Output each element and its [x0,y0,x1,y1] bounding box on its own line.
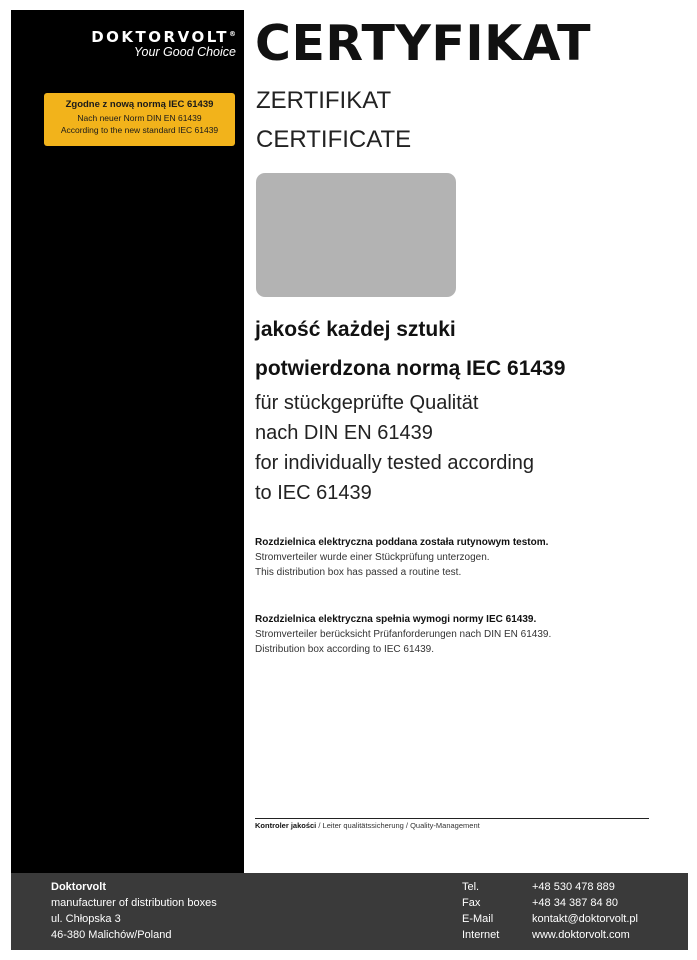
headline-line-1: jakość każdej sztuki [255,318,456,341]
website-url: www.doktorvolt.com [532,929,630,941]
company-name: Doktorvolt [51,881,106,893]
quality-line-2: nach DIN EN 61439 [255,422,433,444]
brand-tagline: Your Good Choice [133,45,236,59]
statement-en: This distribution box has passed a routine test. [255,567,462,578]
contact-row [462,911,638,927]
norm-compliance-statement [255,612,551,657]
signature-label-pl: Kontroler jakości [255,821,317,830]
quality-line-3: for individually tested according [255,452,535,474]
contact-label: Fax [462,897,481,909]
company-description: manufacturer of distribution boxes [51,897,217,909]
statement-pl: Rozdzielnica elektryczna poddana została rutynowym testom. [255,537,549,548]
sidebar [11,10,244,873]
signature-label-rest: / Leiter qualitätssicherung / Quality-Management [316,821,480,830]
subtitle-de: ZERTIFIKAT [256,87,392,114]
contact-label: Internet [462,929,500,941]
fax-number: +48 34 387 84 80 [532,897,618,909]
product-image-placeholder [256,173,456,297]
norm-badge-en: According to the new standard IEC 61439 [60,125,219,135]
footer [11,873,688,950]
page-title: CERTYFIKAT [255,15,592,72]
norm-badge-pl: Zgodne z nową normą IEC 61439 [65,99,214,110]
brand-logo [91,26,236,60]
quality-line-4: to IEC 61439 [255,482,372,504]
subtitle-en: CERTIFICATE [256,126,412,153]
statement-en: Distribution box according to IEC 61439. [255,644,434,655]
statement-de: Stromverteiler wurde einer Stückprüfung unterzogen. [255,552,490,563]
company-city: 46-380 Malichów/Poland [51,929,172,941]
email-address: kontakt@doktorvolt.pl [532,913,638,925]
contact-list [462,879,638,943]
contact-label: E-Mail [462,913,494,925]
contact-row [462,895,638,911]
norm-badge [44,93,235,146]
statement-de: Stromverteiler berücksicht Prüfanforderungen nach DIN EN 61439. [255,629,552,640]
brand-registered-mark: ® [229,30,236,38]
phone-number: +48 530 478 889 [532,881,615,893]
contact-row [462,927,638,943]
company-street: ul. Chłopska 3 [51,913,121,925]
signature-label [255,821,480,831]
contact-label: Tel. [462,881,480,893]
statement-pl: Rozdzielnica elektryczna spełnia wymogi normy IEC 61439. [255,614,537,625]
routine-test-statement [255,535,548,580]
signature-line [255,818,649,819]
company-address [51,879,217,943]
brand-name: DOKTORVOLT [91,28,229,46]
headline-line-2: potwierdzona normą IEC 61439 [255,357,566,380]
contact-row [462,879,638,895]
quality-line-1: für stückgeprüfte Qualität [255,392,479,414]
norm-badge-de: Nach neuer Norm DIN EN 61439 [77,113,202,123]
